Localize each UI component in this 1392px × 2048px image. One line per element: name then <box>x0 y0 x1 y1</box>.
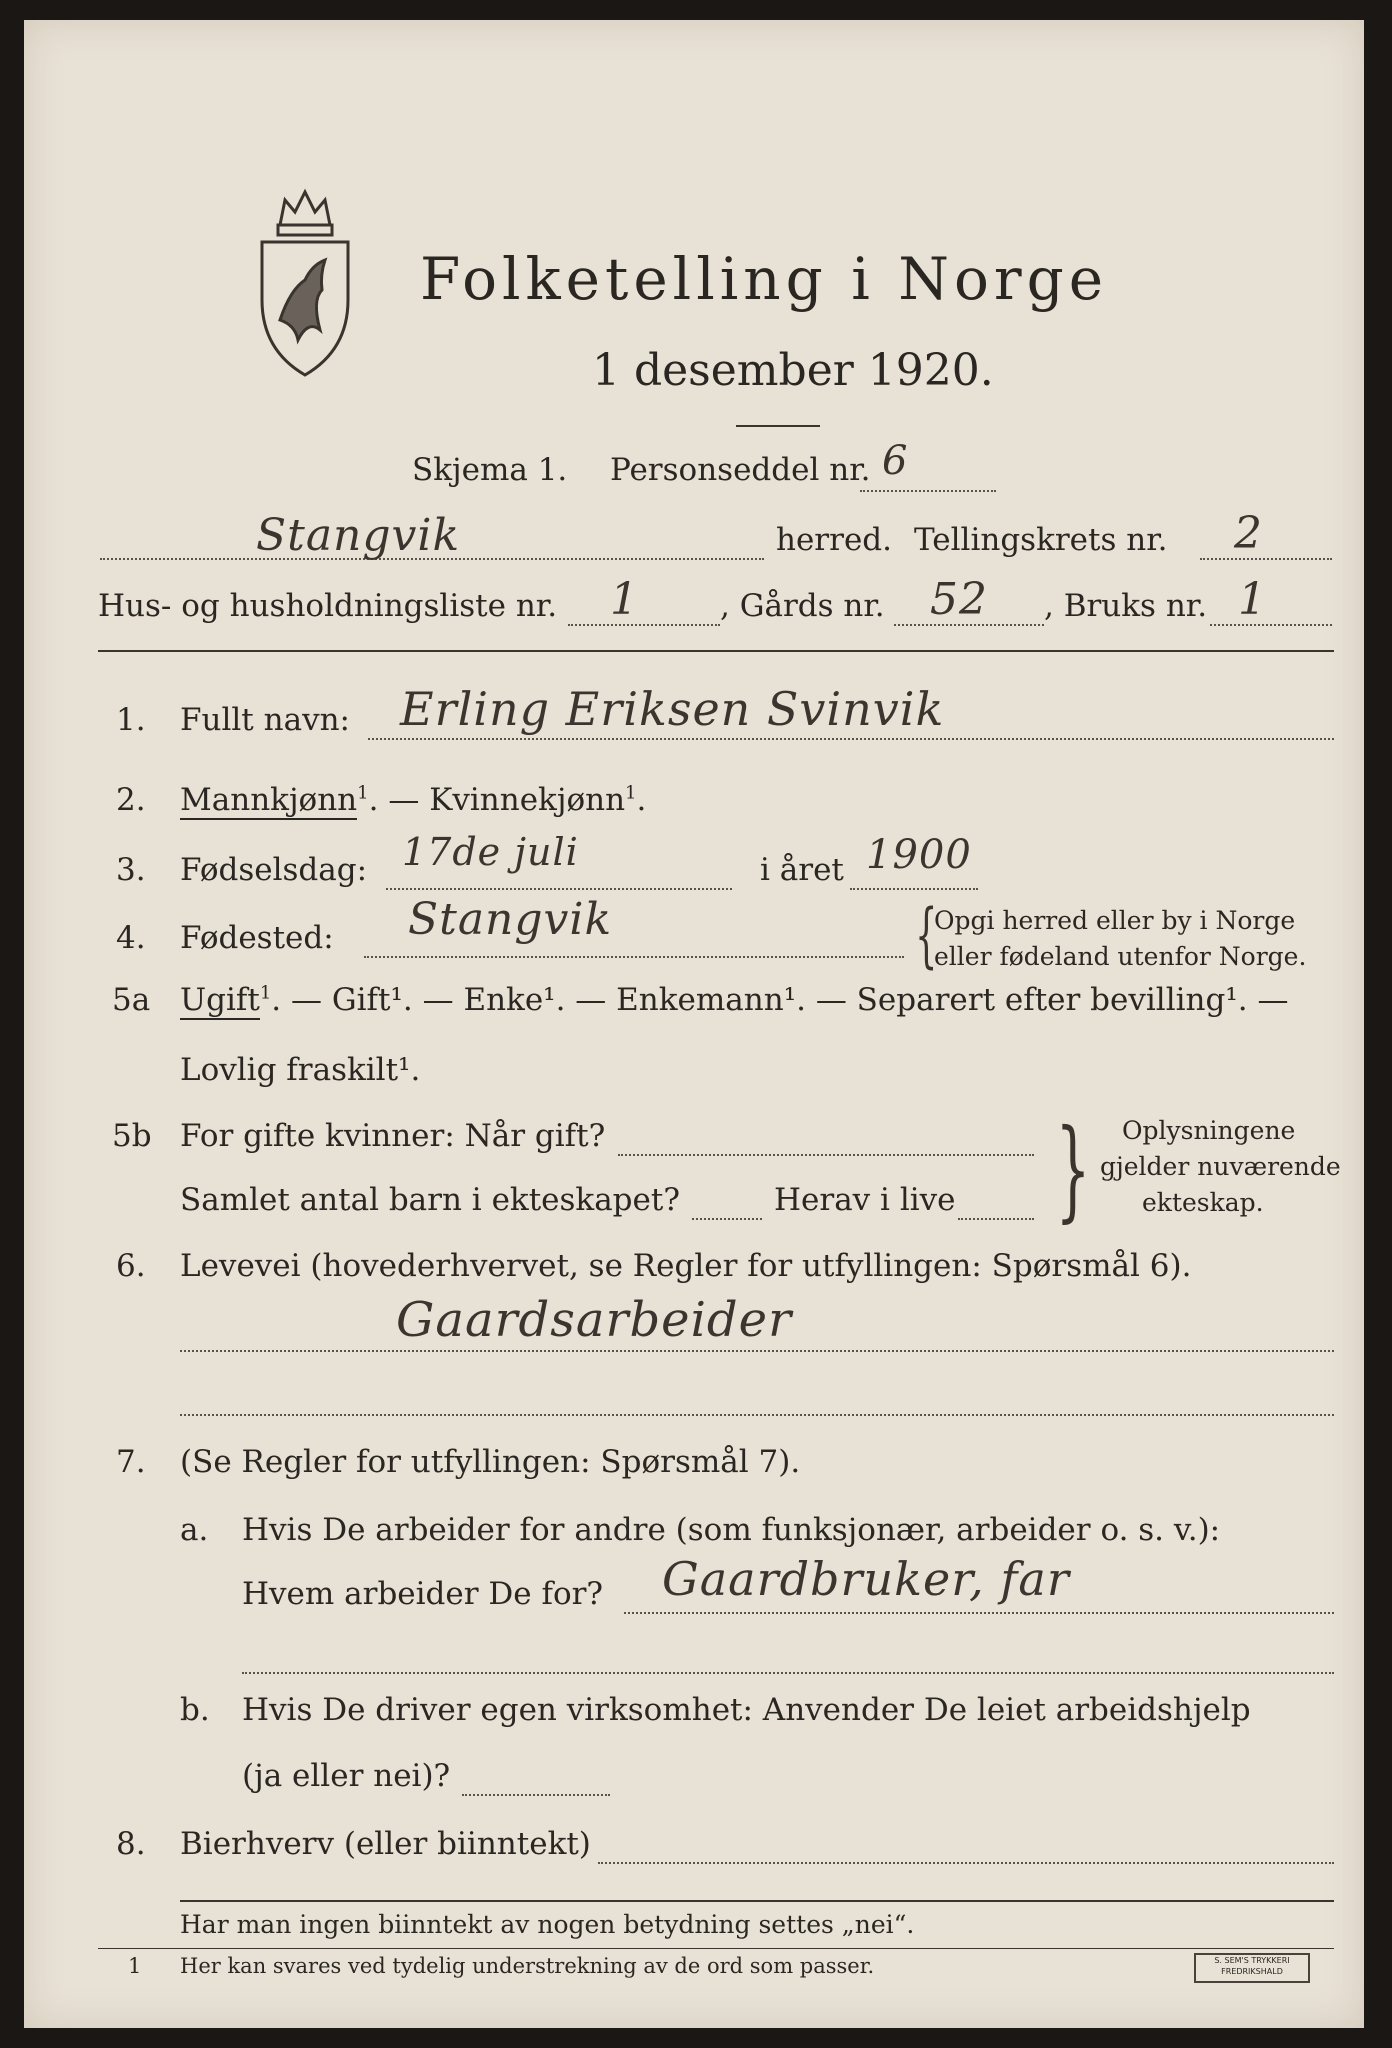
footnote-text: Her kan svares ved tydelig understrekning av de ord som passer. <box>180 1954 875 1978</box>
krets-line <box>1200 558 1332 560</box>
hus-label: Hus- og husholdningsliste nr. <box>98 588 558 624</box>
person-no-value: 6 <box>882 438 909 484</box>
q5a-options: Ugift$^1$. — Gift¹. — Enke¹. — Enkemann¹. — Separert efter bevilling¹. — <box>180 982 1289 1018</box>
q5b-line-2a: Samlet antal barn i ekteskapet? <box>180 1182 680 1218</box>
q8-number: 8. <box>116 1826 146 1862</box>
q2-number: 2. <box>116 782 146 818</box>
census-form <box>24 20 1364 2028</box>
q5b-line-1-fill <box>618 1154 1034 1156</box>
q7b-line-2: (ja eller nei)? <box>242 1758 451 1794</box>
q4-note-2: eller fødeland utenfor Norge. <box>934 942 1307 971</box>
q4-brace: { <box>915 894 938 976</box>
q3-day-value: 17de juli <box>402 830 579 874</box>
q5b-note-2: gjelder nuværende <box>1100 1152 1341 1181</box>
q5a-number: 5a <box>112 982 151 1018</box>
q6-number: 6. <box>116 1248 146 1284</box>
q4-note-1: Opgi herred eller by i Norge <box>934 906 1296 935</box>
q7a-line-2: Hvem arbeider De for? <box>242 1576 604 1612</box>
q1-value: Erling Eriksen Svinvik <box>400 682 945 736</box>
q5b-line-2b: Herav i live <box>774 1182 956 1218</box>
footer-divider <box>180 1900 1334 1902</box>
q7a-fill-2 <box>242 1672 1334 1674</box>
q7a-value: Gaardbruker, far <box>662 1552 1070 1606</box>
q7b-letter: b. <box>180 1692 210 1728</box>
q5b-brace: } <box>1055 1105 1091 1233</box>
q6-value: Gaardsarbeider <box>396 1292 793 1348</box>
q7-number: 7. <box>116 1444 146 1480</box>
q7a-line-1: Hvis De arbeider for andre (som funksjonær, arbeider o. s. v.): <box>242 1512 1221 1548</box>
q4-number: 4. <box>116 920 146 956</box>
krets-value: 2 <box>1234 508 1263 559</box>
herred-value: Stangvik <box>256 510 461 561</box>
q3-year-label: i året <box>760 852 844 888</box>
q8-label: Bierhverv (eller biinntekt) <box>180 1826 591 1862</box>
q4-label: Fødested: <box>180 920 334 956</box>
person-no-line <box>860 490 996 492</box>
bruks-label: , Bruks nr. <box>1044 588 1208 624</box>
census-date: 1 desember 1920. <box>592 345 994 396</box>
q5b-alive-fill <box>958 1218 1034 1220</box>
q6-line-1 <box>180 1350 1334 1352</box>
q6-label: Levevei (hovederhvervet, se Regler for utfyllingen: Spørsmål 6). <box>180 1248 1192 1284</box>
q3-label: Fødselsdag: <box>180 852 368 888</box>
q7a-letter: a. <box>180 1512 209 1548</box>
bruks-line <box>1210 624 1332 626</box>
q3-year-line <box>850 888 978 890</box>
q5a-rest: . — Gift¹. — Enke¹. — Enkemann¹. — Separert efter bevilling¹. — <box>271 982 1289 1018</box>
q7a-fill <box>624 1612 1334 1614</box>
q7b-line-1: Hvis De driver egen virksomhet: Anvender De leiet arbeidshjelp <box>242 1692 1251 1728</box>
printer-stamp: S. SEM'S TRYKKERI FREDRIKSHALD <box>1194 1953 1310 1983</box>
q5b-note-3: ekteskap. <box>1142 1188 1264 1217</box>
q2-female: Kvinnekjønn <box>429 782 626 818</box>
q3-year-value: 1900 <box>866 832 972 878</box>
q7b-fill <box>462 1794 610 1796</box>
q5a-ugift-underlined: Ugift <box>180 982 260 1018</box>
q2-options: Mannkjønn$^1$. — Kvinnekjønn$^1$. <box>180 782 647 818</box>
section-divider <box>98 650 1334 652</box>
q3-day-line <box>386 888 732 890</box>
q8-fill <box>598 1862 1334 1864</box>
person-label: Personseddel nr. <box>610 452 871 488</box>
gards-value: 52 <box>930 574 988 625</box>
herred-label: herred. <box>776 522 892 558</box>
q5b-note-1: Oplysningene <box>1122 1116 1296 1145</box>
hus-value: 1 <box>610 574 639 625</box>
q1-number: 1. <box>116 702 146 738</box>
coat-of-arms-icon <box>250 180 360 380</box>
bruks-value: 1 <box>1238 574 1267 625</box>
title-divider <box>736 425 820 427</box>
q1-line <box>368 738 1334 740</box>
q3-number: 3. <box>116 852 146 888</box>
footnote-divider <box>98 1948 1334 1949</box>
q4-line <box>364 956 904 958</box>
gards-label: , Gårds nr. <box>720 588 885 624</box>
schema-label: Skjema 1. <box>412 452 568 488</box>
footnote-mark: 1 <box>128 1954 142 1978</box>
krets-label: Tellingskrets nr. <box>914 522 1168 558</box>
hus-line <box>568 624 720 626</box>
footer-note: Har man ingen biinntekt av nogen betydning settes „nei“. <box>180 1910 915 1939</box>
q4-value: Stangvik <box>408 894 613 945</box>
q5b-line-1: For gifte kvinner: Når gift? <box>180 1118 606 1154</box>
q6-line-2 <box>180 1414 1334 1416</box>
q2-male-underlined: Mannkjønn <box>180 782 358 818</box>
q1-label: Fullt navn: <box>180 702 350 738</box>
q5a-line-2: Lovlig fraskilt¹. <box>180 1052 421 1088</box>
form-title: Folketelling i Norge <box>420 245 1109 313</box>
q5b-number: 5b <box>112 1118 152 1154</box>
q5b-children-fill <box>692 1218 762 1220</box>
q7-label: (Se Regler for utfyllingen: Spørsmål 7). <box>180 1444 801 1480</box>
